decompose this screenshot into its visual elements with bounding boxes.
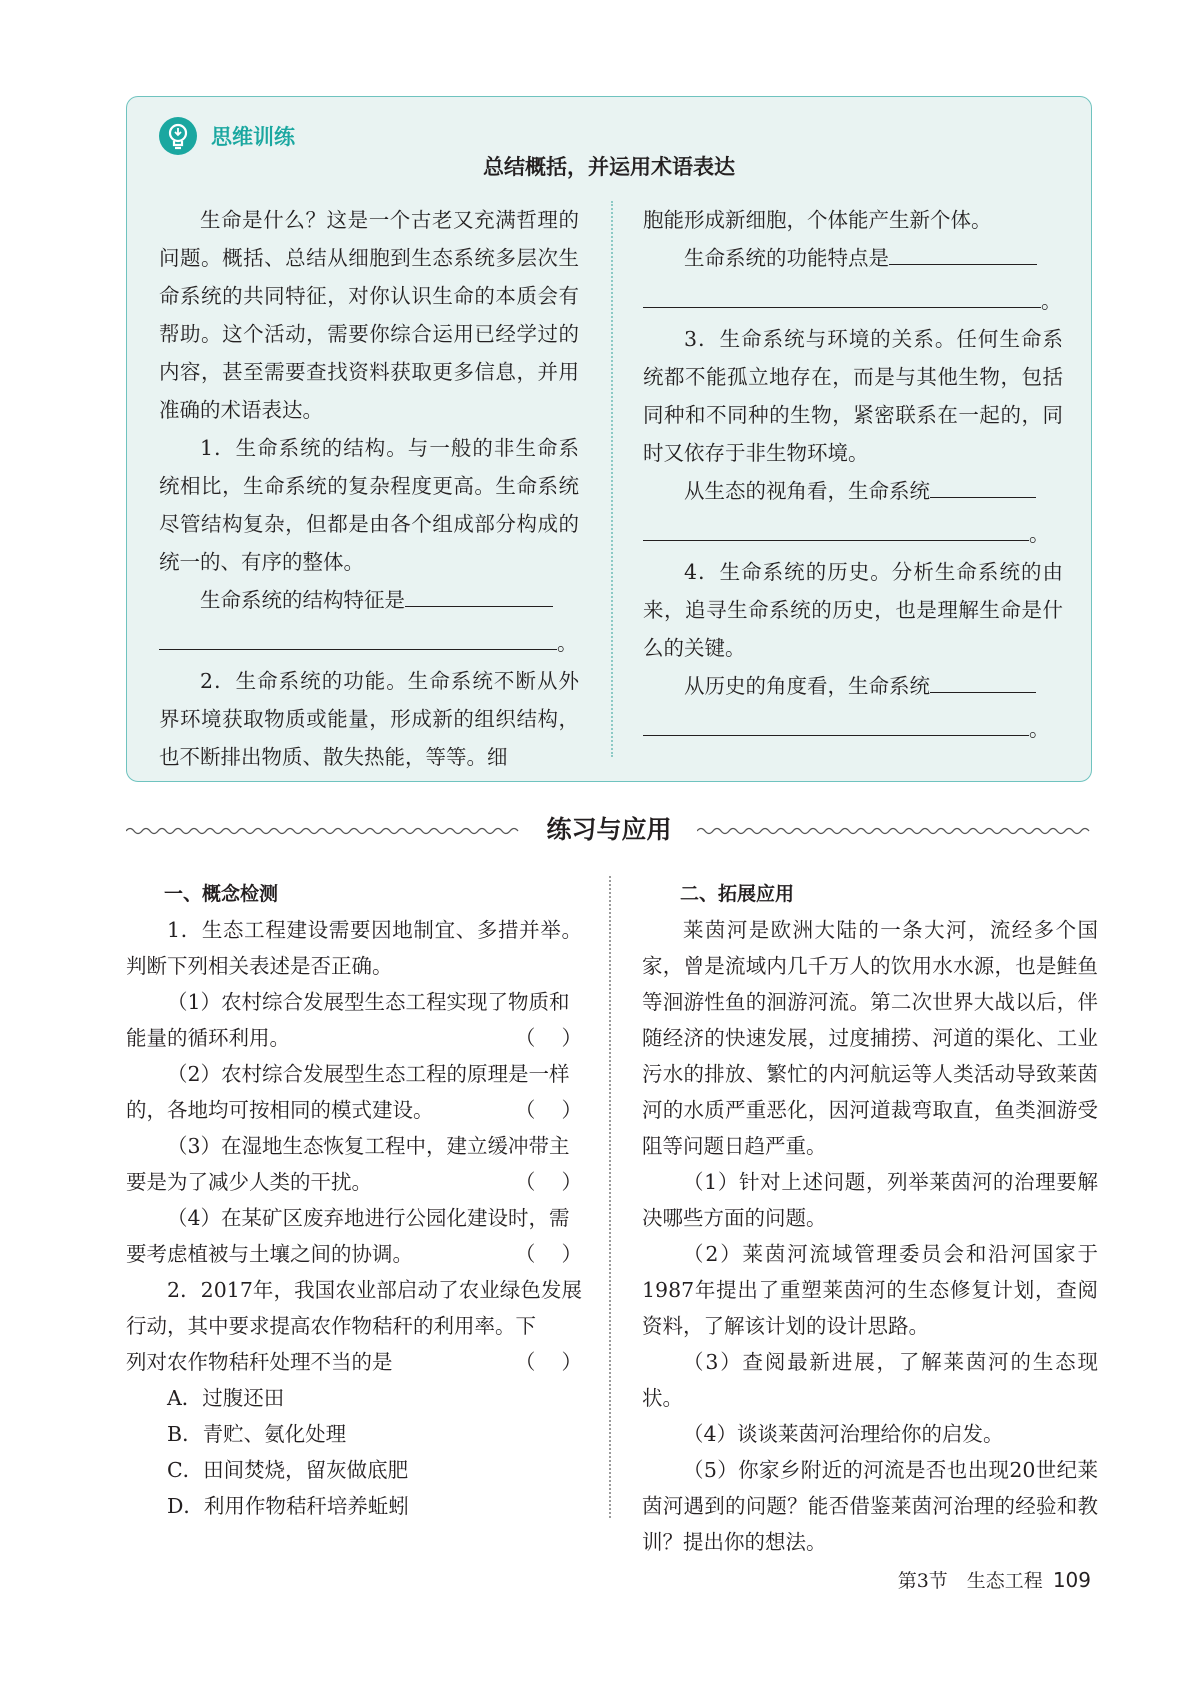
box-p3: 3．生命系统与环境的关系。任何生命系统都不能孤立地存在，而是与其他生物，包括同种和不同种的生物，紧密联系在一起的，同时又依存于非生物环境。	[643, 327, 1063, 465]
section-title: 练习与应用	[546, 815, 672, 844]
q1-item-4-row: 要考虑植被与土壤之间的协调。 （ ）	[126, 1236, 582, 1272]
rhine-intro: 莱茵河是欧洲大陆的一条大河，流经多个国家，曾是流域内几千万人的饮用水水源，也是鲑鱼等洄游性鱼的洄游河流。第二次世界大战以后，伴随经济的快速发展，过度捕捞、河道的渠化、工业污水的排放、繁忙的内河航运等人类活动导致莱茵河的水质严重恶化，因河道裁弯取直，鱼类洄游受阻等问题日趋严重。	[642, 918, 1098, 1158]
q1-item-2: （2）农村综合发展型生态工程的原理是一样	[167, 1062, 570, 1086]
box-column-divider	[611, 201, 613, 757]
extension-heading: 二、拓展应用	[680, 883, 795, 905]
box-p1: 1．生命系统的结构。与一般的非生命系统相比，生命系统的复杂程度更高。生命系统尽管结构复杂，但都是由各个组成部分构成的统一的、有序的整体。	[159, 436, 579, 574]
answer-blank[interactable]	[930, 670, 1036, 693]
box-p3-prompt: 从生态的视角看，生命系统	[643, 472, 1063, 510]
extension-column	[642, 876, 1098, 1560]
answer-bracket[interactable]: （ ）	[514, 1350, 582, 1374]
box-p1-prompt: 生命系统的结构特征是	[159, 581, 579, 619]
box-right-column	[643, 201, 1063, 748]
choice-a[interactable]: A．过腹还田	[167, 1386, 285, 1410]
answer-line: 。	[159, 619, 579, 662]
box-p4: 4．生命系统的历史。分析生命系统的由来，追寻生命系统的历史，也是理解生命是什么的关键。	[643, 560, 1063, 660]
wave-decoration-right	[697, 826, 1092, 836]
box-intro: 生命是什么？这是一个古老又充满哲理的问题。概括、总结从细胞到生态系统多层次生命系统的共同特征，对你认识生命的本质会有帮助。这个活动，需要你综合运用已经学过的内容，甚至需要查找资料获取更多信息，并用准确的术语表达。	[159, 208, 579, 422]
extension-item-1: （1）针对上述问题，列举莱茵河的治理要解决哪些方面的问题。	[642, 1170, 1098, 1230]
section-heading	[126, 810, 1092, 850]
q1-item-1: （1）农村综合发展型生态工程实现了物质和	[167, 990, 570, 1014]
box-p2: 2．生命系统的功能。生命系统不断从外界环境获取物质或能量，形成新的组织结构，也不断排出物质、散失热能，等等。细	[159, 669, 579, 769]
answer-blank[interactable]	[643, 277, 1041, 308]
answer-blank[interactable]	[405, 584, 553, 607]
answer-blank[interactable]	[643, 705, 1029, 736]
question-1: 1．生态工程建设需要因地制宜、多措并举。判断下列相关表述是否正确。	[126, 918, 582, 978]
footer-section: 第3节 生态工程	[897, 1570, 1043, 1592]
extension-item-3: （3）查阅最新进展，了解莱茵河的生态现状。	[642, 1350, 1098, 1410]
answer-bracket[interactable]: （ ）	[514, 1242, 582, 1266]
box-p4-prompt: 从历史的角度看，生命系统	[643, 667, 1063, 705]
answer-blank[interactable]	[889, 242, 1037, 265]
concept-check-column	[126, 876, 582, 1524]
choice-c[interactable]: C．田间焚烧，留灰做底肥	[167, 1458, 409, 1482]
thinking-training-box	[126, 96, 1092, 782]
lightbulb-icon	[159, 117, 197, 155]
answer-blank[interactable]	[930, 475, 1036, 498]
q1-item-2-row: 的，各地均可按相同的模式建设。 （ ）	[126, 1092, 582, 1128]
extension-item-4: （4）谈谈莱茵河治理给你的启发。	[683, 1422, 1004, 1446]
answer-line: 。	[643, 277, 1063, 320]
answer-line: 。	[643, 705, 1063, 748]
question-2: 2．2017年，我国农业部启动了农业绿色发展行动，其中要求提高农作物秸秆的利用率。下	[126, 1278, 582, 1338]
q1-item-1-row: 能量的循环利用。 （ ）	[126, 1020, 582, 1056]
box-p2-prompt: 生命系统的功能特点是	[643, 239, 1063, 277]
concept-check-heading: 一、概念检测	[164, 883, 279, 905]
answer-blank[interactable]	[643, 510, 1029, 541]
box-p2-cont: 胞能形成新细胞，个体能产生新个体。	[643, 208, 992, 232]
extension-item-5: （5）你家乡附近的河流是否也出现20世纪莱茵河遇到的问题？能否借鉴莱茵河治理的经验和教训？提出你的想法。	[642, 1458, 1098, 1554]
answer-blank[interactable]	[159, 619, 557, 650]
page-footer	[898, 1566, 1091, 1593]
box-subtitle: 总结概括，并运用术语表达	[483, 155, 735, 179]
choice-d[interactable]: D．利用作物秸秆培养蚯蚓	[167, 1494, 409, 1518]
box-left-column	[159, 201, 579, 776]
choice-b[interactable]: B．青贮、氨化处理	[167, 1422, 347, 1446]
answer-bracket[interactable]: （ ）	[514, 1170, 582, 1194]
box-label: 思维训练	[211, 125, 295, 149]
q1-item-3-row: 要是为了减少人类的干扰。 （ ）	[126, 1164, 582, 1200]
column-divider	[609, 876, 611, 1518]
q1-item-4: （4）在某矿区废弃地进行公园化建设时，需	[167, 1206, 570, 1230]
answer-bracket[interactable]: （ ）	[514, 1026, 582, 1050]
page-number: 109	[1052, 1568, 1091, 1592]
answer-line: 。	[643, 510, 1063, 553]
question-2-row: 列对农作物秸秆处理不当的是 （ ）	[126, 1344, 582, 1380]
extension-item-2: （2）莱茵河流域管理委员会和沿河国家于1987年提出了重塑莱茵河的生态修复计划，查阅资料，了解该计划的设计思路。	[642, 1242, 1098, 1338]
answer-bracket[interactable]: （ ）	[514, 1098, 582, 1122]
q1-item-3: （3）在湿地生态恢复工程中，建立缓冲带主	[167, 1134, 570, 1158]
